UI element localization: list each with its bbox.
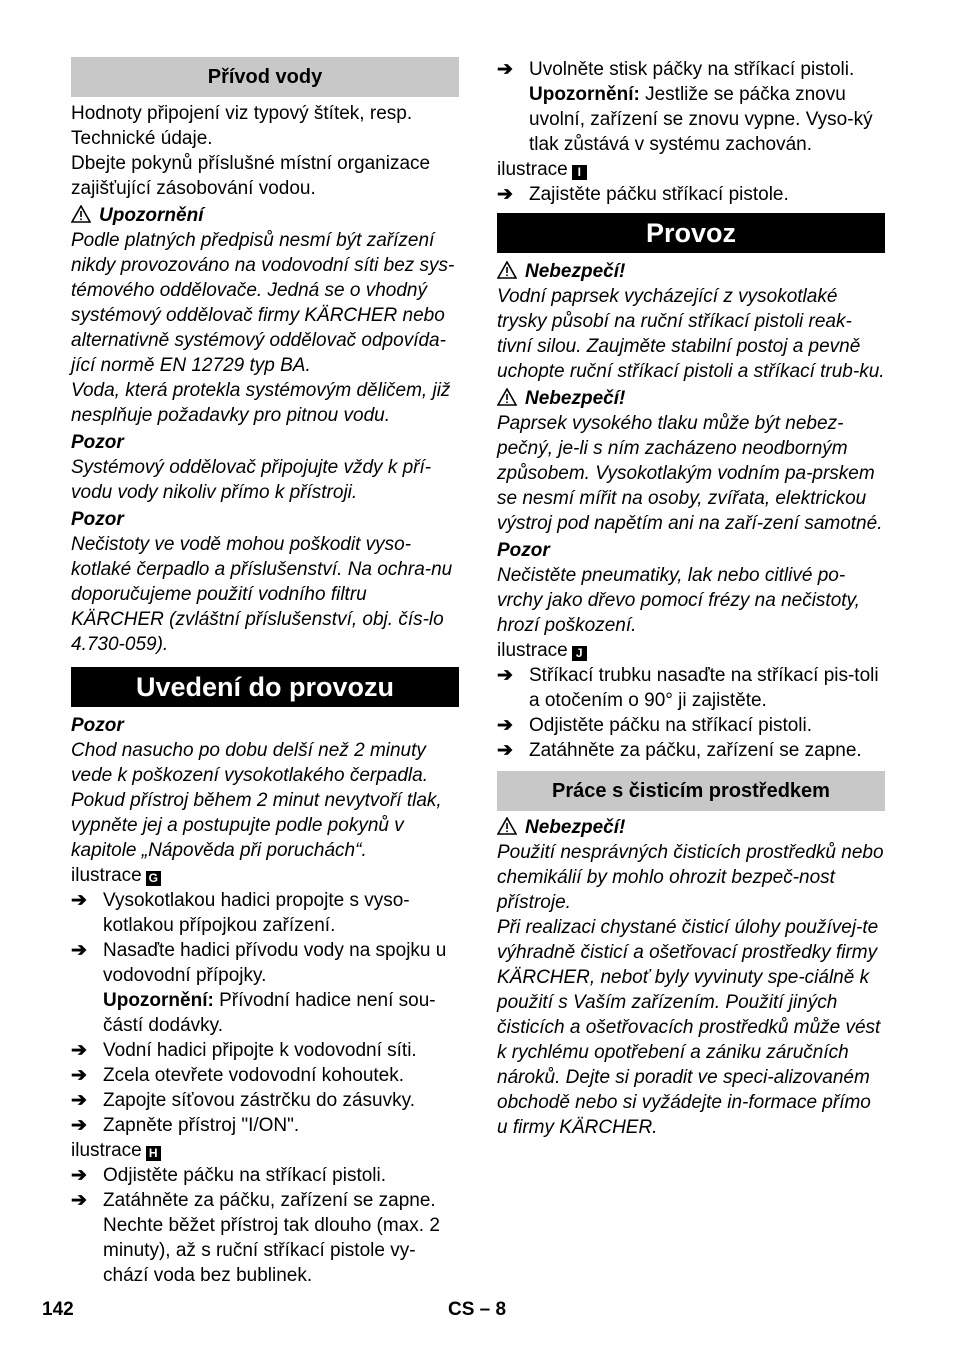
warning-triangle-icon [497, 817, 517, 835]
chapter-heading-operation: Provoz [497, 213, 885, 253]
danger-heading: Nebezpečí! [497, 259, 885, 284]
section-footer: CS – 8 [448, 1299, 507, 1320]
paragraph: Hodnoty připojení viz typový štítek, resp. Technické údaje. [71, 103, 413, 149]
left-column [71, 57, 459, 1288]
arrow-right-icon: ➔ [71, 1065, 87, 1086]
caution-heading: Pozor [71, 715, 124, 736]
page-number: 142 [42, 1299, 74, 1320]
warning-triangle-icon [497, 388, 517, 406]
list-item: ➔ Zatáhněte za páčku, zařízení se zapne. [497, 740, 862, 761]
arrow-right-icon: ➔ [497, 715, 513, 736]
warning-text: Podle platných předpisů nesmí být zařízení nikdy provozováno na vodovodní síti bez sys-témového oddělovače. Jedná se o vhodný systémový oddělovač firmy KÄRCHER nebo alternativně systémový oddělovač odpovída-jící normě EN 12729 typ BA. [71, 230, 455, 376]
caution-text: Nečistoty ve vodě mohou poškodit vyso-kotlaké čerpadlo a příslušenství. Na ochra-nu doporučujeme použití vodního filtru KÄRCHER (zvláštní příslušenství, obj. čís-lo 4.730-059). [71, 534, 453, 655]
section-heading-detergent: Práce s čisticím prostředkem [497, 771, 885, 811]
danger-heading: Nebezpečí! [497, 815, 885, 840]
caution-heading: Pozor [71, 509, 124, 530]
caution-text: Systémový oddělovač připojujte vždy k pří-vodu vody nikoliv přímo k přístroji. [71, 457, 432, 503]
caution-heading: Pozor [71, 432, 124, 453]
list-item: ➔ Stříkací trubku nasaďte na stříkací pis-toli a otočením o 90° ji zajistěte. [497, 665, 879, 711]
warning-heading: Upozornění [71, 203, 459, 228]
illustration-letter: I [572, 165, 587, 180]
illustration-ref-g: ilustrace G [71, 863, 459, 888]
arrow-right-icon: ➔ [497, 59, 513, 80]
arrow-right-icon: ➔ [71, 1165, 87, 1186]
arrow-right-icon: ➔ [497, 184, 513, 205]
danger-text: Použití nesprávných čisticích prostředků nebo chemikálií by mohlo ohrozit bezpeč-nost přístroje. [497, 842, 884, 913]
danger-text: Paprsek vysokého tlaku může být nebez-pečný, je-li s ním zacházeno neodborným způsobem. Vysokotlakým vodním pa-prskem se nesmí mířit na osoby, zvířata, elektrickou výstroj pod napětím ani na zaří-zení samotné. [497, 413, 883, 534]
arrow-right-icon: ➔ [71, 1090, 87, 1111]
list-item: ➔ Zcela otevřete vodovodní kohoutek. [71, 1065, 405, 1086]
list-item: ➔ Vysokotlakou hadici propojte s vyso-kotlakou přípojkou zařízení. [71, 890, 410, 936]
warning-text: Voda, která protekla systémovým děličem, již nesplňuje požadavky pro pitnou vodu. [71, 380, 451, 426]
chapter-heading-startup: Uvedení do provozu [71, 667, 459, 707]
arrow-right-icon: ➔ [71, 1115, 87, 1136]
list-item: ➔ Uvolněte stisk páčky na stříkací pistoli. Upozornění: Jestliže se páčka znovu uvolní, zařízení se znovu vypne. Vyso-ký tlak zůstává v systému zachován. [497, 59, 873, 155]
arrow-right-icon: ➔ [497, 740, 513, 761]
warning-triangle-icon [71, 205, 91, 223]
arrow-right-icon: ➔ [71, 940, 87, 961]
arrow-right-icon: ➔ [71, 1190, 87, 1211]
illustration-letter: J [572, 646, 587, 661]
warning-triangle-icon [497, 261, 517, 279]
arrow-right-icon: ➔ [71, 890, 87, 911]
list-item: ➔ Zatáhněte za páčku, zařízení se zapne. Nechte běžet přístroj tak dlouho (max. 2 minuty), až s ruční stříkací pistole vy-chází voda bez bublinek. [71, 1190, 440, 1286]
list-item: ➔ Odjistěte páčku na stříkací pistoli. [71, 1165, 387, 1186]
list-item: ➔ Zapojte síťovou zástrčku do zásuvky. [71, 1090, 415, 1111]
caution-text: Chod nasucho po dobu delší než 2 minuty vede k poškození vysokotlakého čerpadla. Pokud přístroj během 2 minut nevytvoří tlak, vypněte jej a postupujte podle pokynů v kapitole „Nápověda při poruchách“. [71, 740, 442, 861]
arrow-right-icon: ➔ [71, 1040, 87, 1061]
list-item: ➔ Vodní hadici připojte k vodovodní síti. [71, 1040, 417, 1061]
caution-heading: Pozor [497, 540, 550, 561]
list-item: ➔ Nasaďte hadici přívodu vody na spojku u vodovodní přípojky. Upozornění: Přívodní hadice není sou-částí dodávky. [71, 940, 447, 1036]
illustration-ref-j: ilustrace J [497, 638, 885, 663]
caution-text: Nečistěte pneumatiky, lak nebo citlivé po-vrchy jako dřevo pomocí frézy na nečistoty, hrozí poškození. [497, 565, 860, 636]
illustration-ref-i: ilustrace I [497, 157, 885, 182]
list-item: ➔ Zajistěte páčku stříkací pistole. [497, 184, 789, 205]
danger-heading: Nebezpečí! [497, 386, 885, 411]
section-heading-water-supply: Přívod vody [71, 57, 459, 97]
illustration-letter: G [146, 871, 161, 886]
danger-text: Vodní paprsek vycházející z vysokotlaké trysky působí na ruční stříkací pistoli reak-tivní silou. Zaujměte stabilní postoj a pevně uchopte ruční stříkací pistoli a stříkací trub-ku. [497, 286, 885, 382]
list-item: ➔ Zapněte přístroj "I/ON". [71, 1115, 300, 1136]
right-column [497, 57, 885, 1140]
list-item: ➔ Odjistěte páčku na stříkací pistoli. [497, 715, 813, 736]
paragraph: Dbejte pokynů příslušné místní organizace zajišťující zásobování vodou. [71, 153, 431, 199]
illustration-letter: H [146, 1146, 161, 1161]
illustration-ref-h: ilustrace H [71, 1138, 459, 1163]
danger-text: Při realizaci chystané čisticí úlohy používej-te výhradně čisticí a ošetřovací prostředky firmy KÄRCHER, neboť byly vyvinuty spe-ciálně k použití s Vaším zařízením. Použití jiných čisticích a ošetřovacích prostředků může vést k rychlému opotřebení a zániku záručních nároků. Dejte si poradit ve speci-alizovaném obchodě nebo si vyžádejte in-formace přímo u firmy KÄRCHER. [497, 917, 881, 1138]
arrow-right-icon: ➔ [497, 665, 513, 686]
